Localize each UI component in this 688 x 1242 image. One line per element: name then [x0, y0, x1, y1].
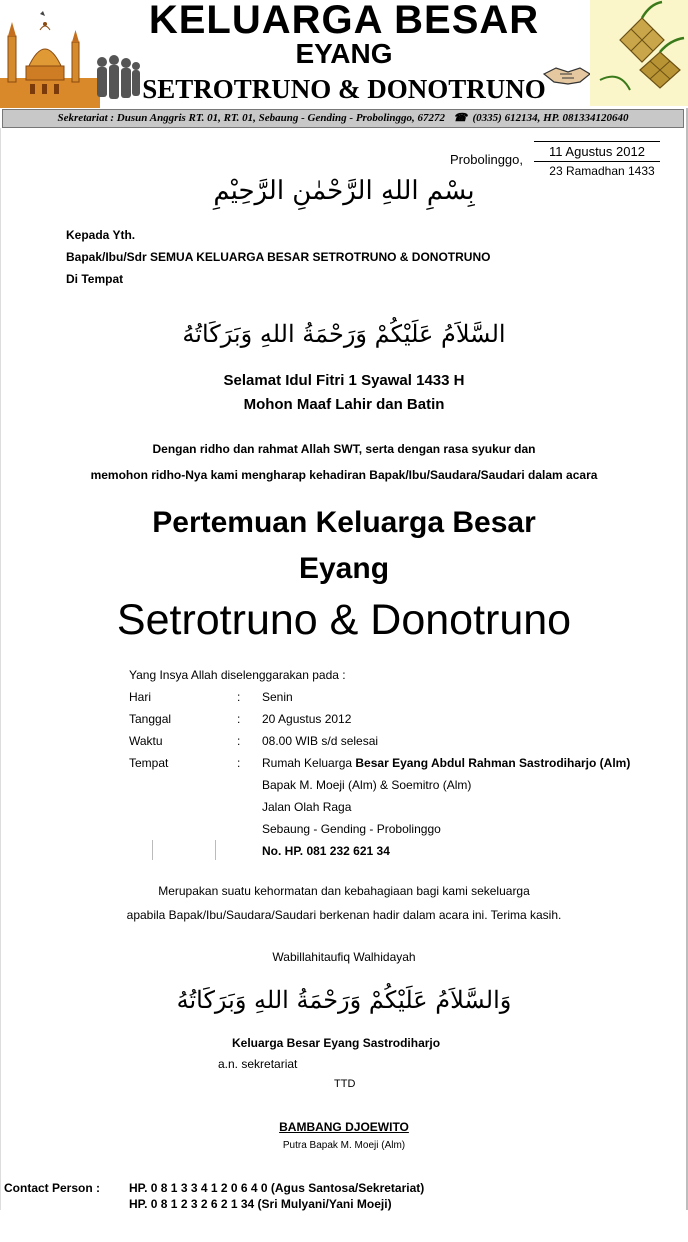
place-label: Tempat — [129, 756, 169, 770]
time-value: 08.00 WIB s/d selesai — [262, 734, 379, 748]
recipient-line1: Kepada Yth. — [66, 228, 136, 242]
signature-family: Keluarga Besar Eyang Sastrodiharjo — [232, 1036, 441, 1050]
event-title-line2: Eyang — [298, 552, 390, 585]
contact-label: Contact Person : — [4, 1181, 101, 1195]
letterhead — [0, 0, 688, 108]
letterhead-title: KELUARGA BESAR — [148, 0, 540, 42]
place-phone: No. HP. 081 232 621 34 — [262, 844, 390, 858]
place-prefix: Rumah Keluarga — [262, 756, 356, 770]
date-value: 20 Agustus 2012 — [262, 712, 352, 726]
secretariat-phone: (0335) 612134, HP. 081334120640 — [472, 112, 629, 124]
place-line2: Bapak M. Moeji (Alm) & Soemitro (Alm) — [262, 778, 472, 792]
basmala-calligraphy: بِسْمِ اللهِ الرَّحْمٰنِ الرَّحِيْمِ — [213, 176, 475, 206]
place-line4: Sebaung - Gending - Probolinggo — [262, 822, 441, 836]
place-line3: Jalan Olah Raga — [262, 800, 352, 814]
date-city: Probolinggo, — [450, 152, 523, 167]
day-label: Hari — [129, 690, 152, 704]
date-rule-top — [534, 141, 660, 142]
details-intro: Yang Insya Allah diselenggarakan pada : — [129, 668, 346, 682]
place-value — [262, 756, 630, 770]
gregorian-date: 11 Agustus 2012 — [549, 144, 645, 159]
date-colon: : — [237, 712, 241, 726]
time-label: Waktu — [129, 734, 163, 748]
event-title-line3: Setrotruno & Donotruno — [116, 596, 572, 644]
page-border-left — [0, 128, 1, 1210]
date-label: Tanggal — [129, 712, 172, 726]
day-value: Senin — [262, 690, 293, 704]
recipient-line2: Bapak/Ibu/Sdr SEMUA KELUARGA BESAR SETROTRUNO & DONOTRUNO — [66, 250, 491, 264]
wabillahi: Wabillahitaufiq Walhidayah — [272, 950, 416, 964]
greeting-line2: Mohon Maaf Lahir dan Batin — [243, 396, 445, 413]
secretariat-bar — [2, 109, 684, 128]
signature-an: a.n. sekretariat — [218, 1057, 298, 1071]
letterhead-subtitle: EYANG — [295, 38, 393, 69]
signature-name: BAMBANG DJOEWITO — [279, 1120, 409, 1134]
cell-divider — [152, 840, 153, 860]
cell-divider — [215, 840, 216, 860]
hijri-date: 23 Ramadhan 1433 — [549, 164, 655, 178]
salam-open-calligraphy: السَّلاَمُ عَلَيْكُمْ وَرَحْمَةُ اللهِ وَبَرَكَاتُهُ — [182, 320, 506, 348]
date-rule-middle — [534, 161, 660, 162]
phone-icon: ☎ — [447, 112, 470, 124]
recipient-line3: Di Tempat — [66, 272, 124, 286]
time-colon: : — [237, 734, 241, 748]
letterhead-names: SETROTRUNO & DONOTRUNO — [142, 74, 546, 104]
contact-line1: HP. 0 8 1 3 3 4 1 2 0 6 4 0 (Agus Santosa/Sekretariat) — [129, 1181, 425, 1195]
signature-ttd: TTD — [334, 1078, 356, 1090]
intro-line2: memohon ridho-Nya kami mengharap kehadiran Bapak/Ibu/Saudara/Saudari dalam acara — [90, 468, 598, 482]
place-colon: : — [237, 756, 241, 770]
place-bold: Besar Eyang Abdul Rahman Sastrodiharjo (Alm) — [355, 756, 631, 770]
secretariat-address: Sekretariat : Dusun Anggris RT. 01, RT. 01, Sebaung - Gending - Probolinggo, 67272 — [57, 112, 446, 124]
contact-line2: HP. 0 8 1 2 3 2 6 2 1 34 (Sri Mulyani/Yani Moeji) — [129, 1197, 392, 1211]
closing-line1: Merupakan suatu kehormatan dan kebahagiaan bagi kami sekeluarga — [158, 884, 530, 898]
signature-role: Putra Bapak M. Moeji (Alm) — [282, 1140, 406, 1151]
intro-line1: Dengan ridho dan rahmat Allah SWT, serta dengan rasa syukur dan — [152, 442, 536, 456]
closing-line2: apabila Bapak/Ibu/Saudara/Saudari berkenan hadir dalam acara ini. Terima kasih. — [126, 908, 562, 922]
greeting-line1: Selamat Idul Fitri 1 Syawal 1433 H — [223, 372, 465, 389]
day-colon: : — [237, 690, 241, 704]
salam-close-calligraphy: وَالسَّلاَمُ عَلَيْكُمْ وَرَحْمَةُ اللهِ وَبَرَكَاتُهُ — [176, 986, 512, 1014]
event-title-line1: Pertemuan Keluarga Besar — [152, 506, 536, 539]
